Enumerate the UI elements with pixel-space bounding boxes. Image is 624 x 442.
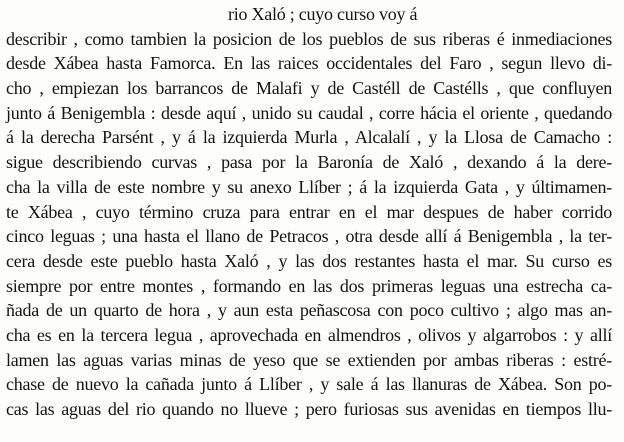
text-line: desde Xábea hasta Famorca. En las raices occidentales del Faro , segun llevo di- [6,53,612,74]
text-line: á la derecha Parsént , y á la izquierda Murla , Alcalalí , y la Llosa de Camacho : [6,127,612,148]
text-line: ñada de un quarto de hora , y aun esta peñascosa con poco cultivo ; algo mas an- [6,300,612,321]
text-line: sigue describiendo curvas , pasa por la Baronía de Xaló , dexando á la dere- [6,152,612,173]
text-line: describir , como tambien la posicion de los pueblos de sus riberas é inmediaciones [6,28,612,49]
text-line: lamen las aguas varias minas de yeso que se extienden por ambas riberas : estré- [6,349,612,370]
text-line: junto á Benigembla : desde aquí , unido su caudal , corre hácia el oriente , quedando [6,102,612,123]
text-line: cas las aguas del rio quando no llueve ; pero furiosas sus avenidas en tiempos llu- [6,399,612,419]
text-line: siempre por entre montes , formando en las dos primeras leguas una estrecha ca- [6,275,612,296]
text-line: chase de nuevo la cañada junto á Llíber , y sale á las llanuras de Xábea. Son po- [6,374,612,395]
text-line: cinco leguas ; una hasta el llano de Petracos , otra desde allí á Benigembla , la ter- [6,226,612,247]
text-line: cha es en la tercera legua , aprovechada en almendros , olivos y algarrobos : y allí [6,324,612,345]
body-text [6,2,612,422]
text-line: te Xábea , cuyo término cruza para entrar en el mar despues de haber corrido [6,201,612,222]
text-line: cho , empiezan los barrancos de Malafi y de Castéll de Castélls , que confluyen [6,78,612,99]
text-line: cera desde este pueblo hasta Xaló , y las dos restantes hasta el mar. Su curso es [6,250,612,271]
text-line: cha la villa de este nombre y su anexo Llíber ; á la izquierda Gata , y últimamen- [6,176,612,197]
text-line: rio Xaló ; cuyo curso voy á [228,4,418,24]
